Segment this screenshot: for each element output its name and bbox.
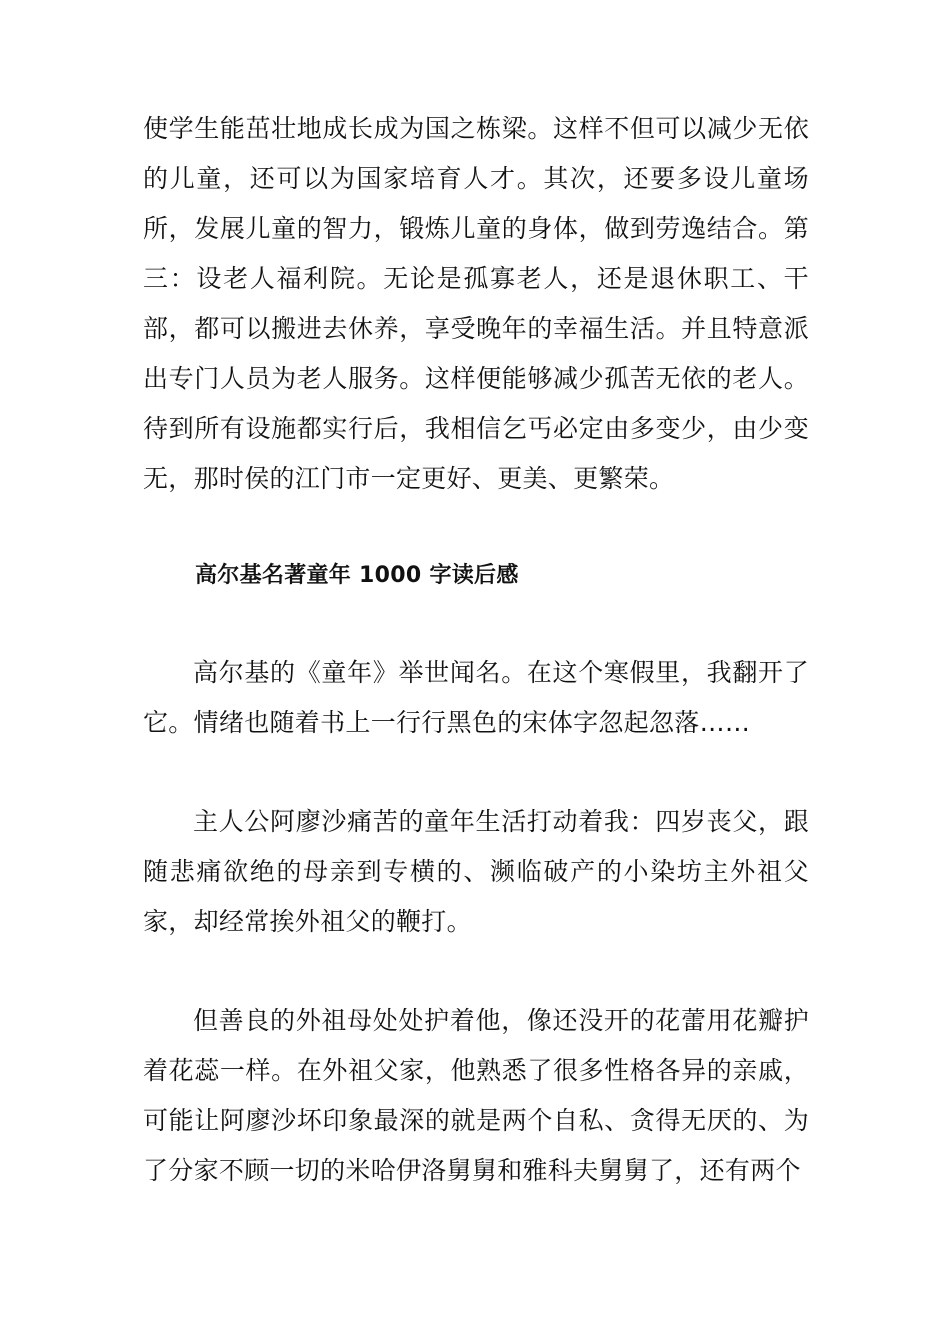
spacer [143, 504, 809, 551]
paragraph-grandmother: 但善良的外祖母处处护着他，像还没开的花蕾用花瓣护着花蕊一样。在外祖父家，他熟悉了很多性格各异的亲戚，可能让阿廖沙坏印象最深的就是两个自私、贪得无厌的、为了分家不顾一切的米哈伊洛舅舅和雅科夫舅舅了，还有两个 [143, 1006, 809, 1185]
document-page [143, 104, 809, 1196]
paragraph-intro: 高尔基的《童年》举世闻名。在这个寒假里，我翻开了它。情绪也随着书上一行行黑色的宋体字忽起忽落…… [143, 658, 809, 737]
spacer [143, 601, 809, 648]
section-heading: 高尔基名著童年 1000 字读后感 [195, 563, 519, 588]
spacer [143, 947, 809, 996]
spacer [143, 748, 809, 797]
paragraph-childhood: 主人公阿廖沙痛苦的童年生活打动着我：四岁丧父，跟随悲痛欲绝的母亲到专横的、濒临破产的小染坊主外祖父家，却经常挨外祖父的鞭打。 [143, 807, 809, 936]
continued-paragraph: 使学生能茁壮地成长成为国之栋梁。这样不但可以减少无依的儿童，还可以为国家培育人才。其次，还要多设儿童场所，发展儿童的智力，锻炼儿童的身体，做到劳逸结合。第三：设老人福利院。无论是孤寡老人，还是退休职工、干部，都可以搬进去休养，享受晚年的幸福生活。并且特意派出专门人员为老人服务。这样便能够减少孤苦无依的老人。待到所有设施都实行后，我相信乞丐必定由多变少，由少变无，那时侯的江门市一定更好、更美、更繁荣。 [143, 114, 809, 493]
